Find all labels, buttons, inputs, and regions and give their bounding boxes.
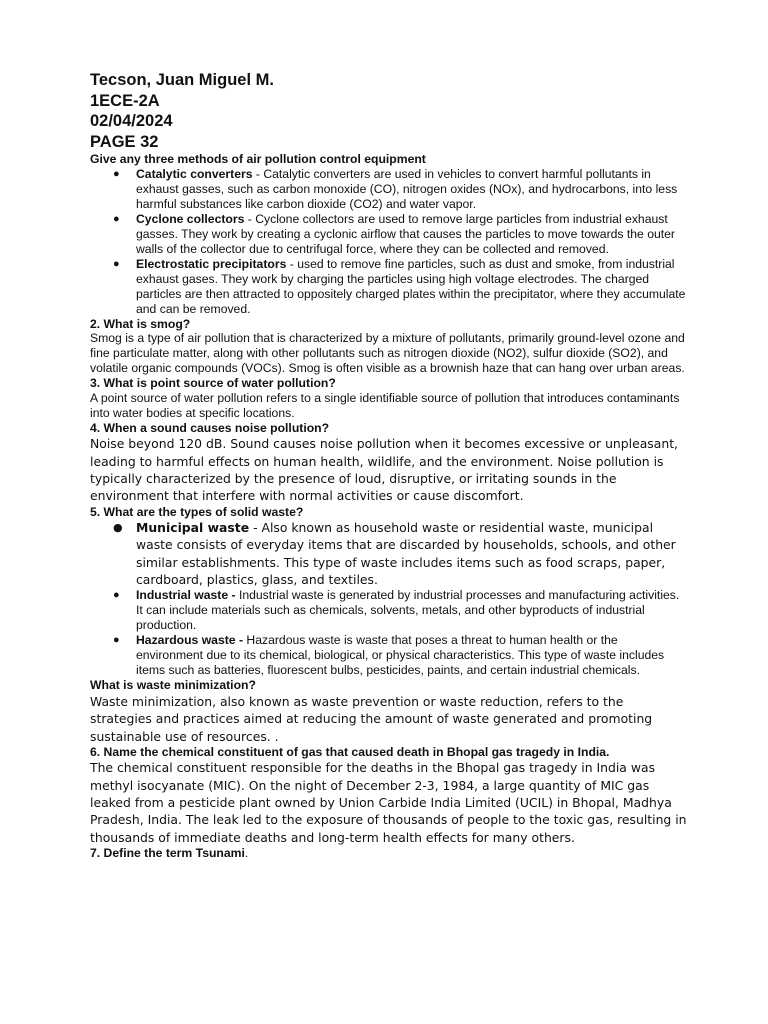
answer-2: Smog is a type of air pollution that is characterized by a mixture of pollutants, primarily ground-level ozone and fine particulate matter, along with other pollutants such as nitrogen dioxide (NO2), sulfur dioxide (SO2), and volatile organic compounds (VOCs). Smog is often visible as a brownish haze that can hang over urban areas. <box>90 331 685 376</box>
item-term: Hazardous waste - <box>136 633 244 648</box>
item-term: Cyclone collectors <box>136 211 245 226</box>
bullet-icon: ● <box>113 167 120 180</box>
item-text: Industrial waste is generated by industrial processes and manufacturing activities. It can include materials such as chemicals, solvents, metals, and other byproducts of industrial production. <box>136 588 680 633</box>
answer-4: Noise beyond 120 dB. Sound causes noise pollution when it becomes excessive or unpleasant, leading to harmful effects on human health, wildlife, and the environment. Noise pollution is typically characterized by the presence of loud, disruptive, or irritating sounds in the environment that interfere with normal activities or cause discomfort. <box>90 436 678 504</box>
list-item <box>90 167 688 212</box>
item-text: - Cyclone collectors are used to remove large particles from industrial exhaust gasses. They work by creating a cyclonic airflow that causes the particles to move towards the outer walls of the collector due to centrifugal force, where they can be collected and removed. <box>136 211 675 256</box>
bullet-icon: ● <box>113 212 120 225</box>
bullet-icon: ● <box>113 521 123 535</box>
list-item <box>90 257 688 317</box>
answer-3: A point source of water pollution refers to a single identifiable source of pollution that introduces contaminants into water bodies at specific locations. <box>90 390 680 420</box>
item-text: Hazardous waste is waste that poses a threat to human health or the environment due to its chemical, biological, or physical characteristics. This type of waste includes items such as batteries, fluorescent bulbs, pesticides, paints, and certain industrial chemicals. <box>136 633 665 678</box>
question-7 <box>90 846 688 861</box>
item-term: Industrial waste - <box>136 588 236 603</box>
page-label: PAGE 32 <box>90 132 159 151</box>
air-pollution-methods-list <box>90 167 688 317</box>
list-item <box>90 519 688 588</box>
question-2: 2. What is smog? <box>90 316 191 331</box>
question-4: 4. When a sound causes noise pollution? <box>90 420 330 435</box>
section-label: 1ECE-2A <box>90 91 160 110</box>
student-name: Tecson, Juan Miguel M. <box>90 71 274 89</box>
item-text: - Catalytic converters are used in vehicles to convert harmful pollutants in exhaust gasses, such as carbon monoxide (CO), nitrogen oxides (NOx), and hydrocarbons, into less harmful substances like carbon dioxide (CO2) and water vapor. <box>136 166 678 211</box>
item-text: - used to remove fine particles, such as dust and smoke, from industrial exhaust gases. They work by charging the particles using high voltage electrodes. The charged particles are then attracted to oppositely charged plates within the precipitator, where they accumulate and can be removed. <box>136 256 686 316</box>
solid-waste-types-list <box>90 519 688 678</box>
question-3: 3. What is point source of water pollution? <box>90 376 336 391</box>
date-label: 02/04/2024 <box>90 112 173 130</box>
question-1: Give any three methods of air pollution control equipment <box>90 152 426 166</box>
question-waste-minimization: What is waste minimization? <box>90 678 256 693</box>
item-term: Municipal waste <box>136 520 250 536</box>
question-5: 5. What are the types of solid waste? <box>90 504 304 519</box>
question-7-text: 7. Define the term Tsunami <box>90 845 245 860</box>
item-text: - Also known as household waste or residential waste, municipal waste consists of everyday items that are discarded by households, schools, and other similar establishments. This type of waste includes items such as food scraps, paper, cardboard, plastics, glass, and textiles. <box>136 520 676 588</box>
item-term: Catalytic converters <box>136 166 253 181</box>
bullet-icon: ● <box>113 257 120 270</box>
bullet-icon: ● <box>113 589 120 602</box>
list-item <box>90 212 688 257</box>
answer-6: The chemical constituent responsible for the deaths in the Bhopal gas tragedy in India was methyl isocyanate (MIC). On the night of December 2-3, 1984, a large quantity of MIC gas leaked from a pesticide plant owned by Union Carbide India Limited (UCIL) in Bhopal, Madhya Pradesh, India. The leak led to the exposure of thousands of people to the toxic gas, resulting in thousands of immediate deaths and long-term health effects for many others. <box>90 760 687 845</box>
bullet-icon: ● <box>113 634 120 647</box>
list-item <box>90 633 688 678</box>
question-6: 6. Name the chemical constituent of gas that caused death in Bhopal gas tragedy in India. <box>90 744 610 759</box>
item-term: Electrostatic precipitators <box>136 256 287 271</box>
question-7-period: . <box>244 845 249 860</box>
answer-waste-minimization: Waste minimization, also known as waste prevention or waste reduction, refers to the strategies and practices aimed at reducing the amount of waste generated and promoting sustainable use of resources. . <box>90 693 653 744</box>
list-item <box>90 588 688 633</box>
